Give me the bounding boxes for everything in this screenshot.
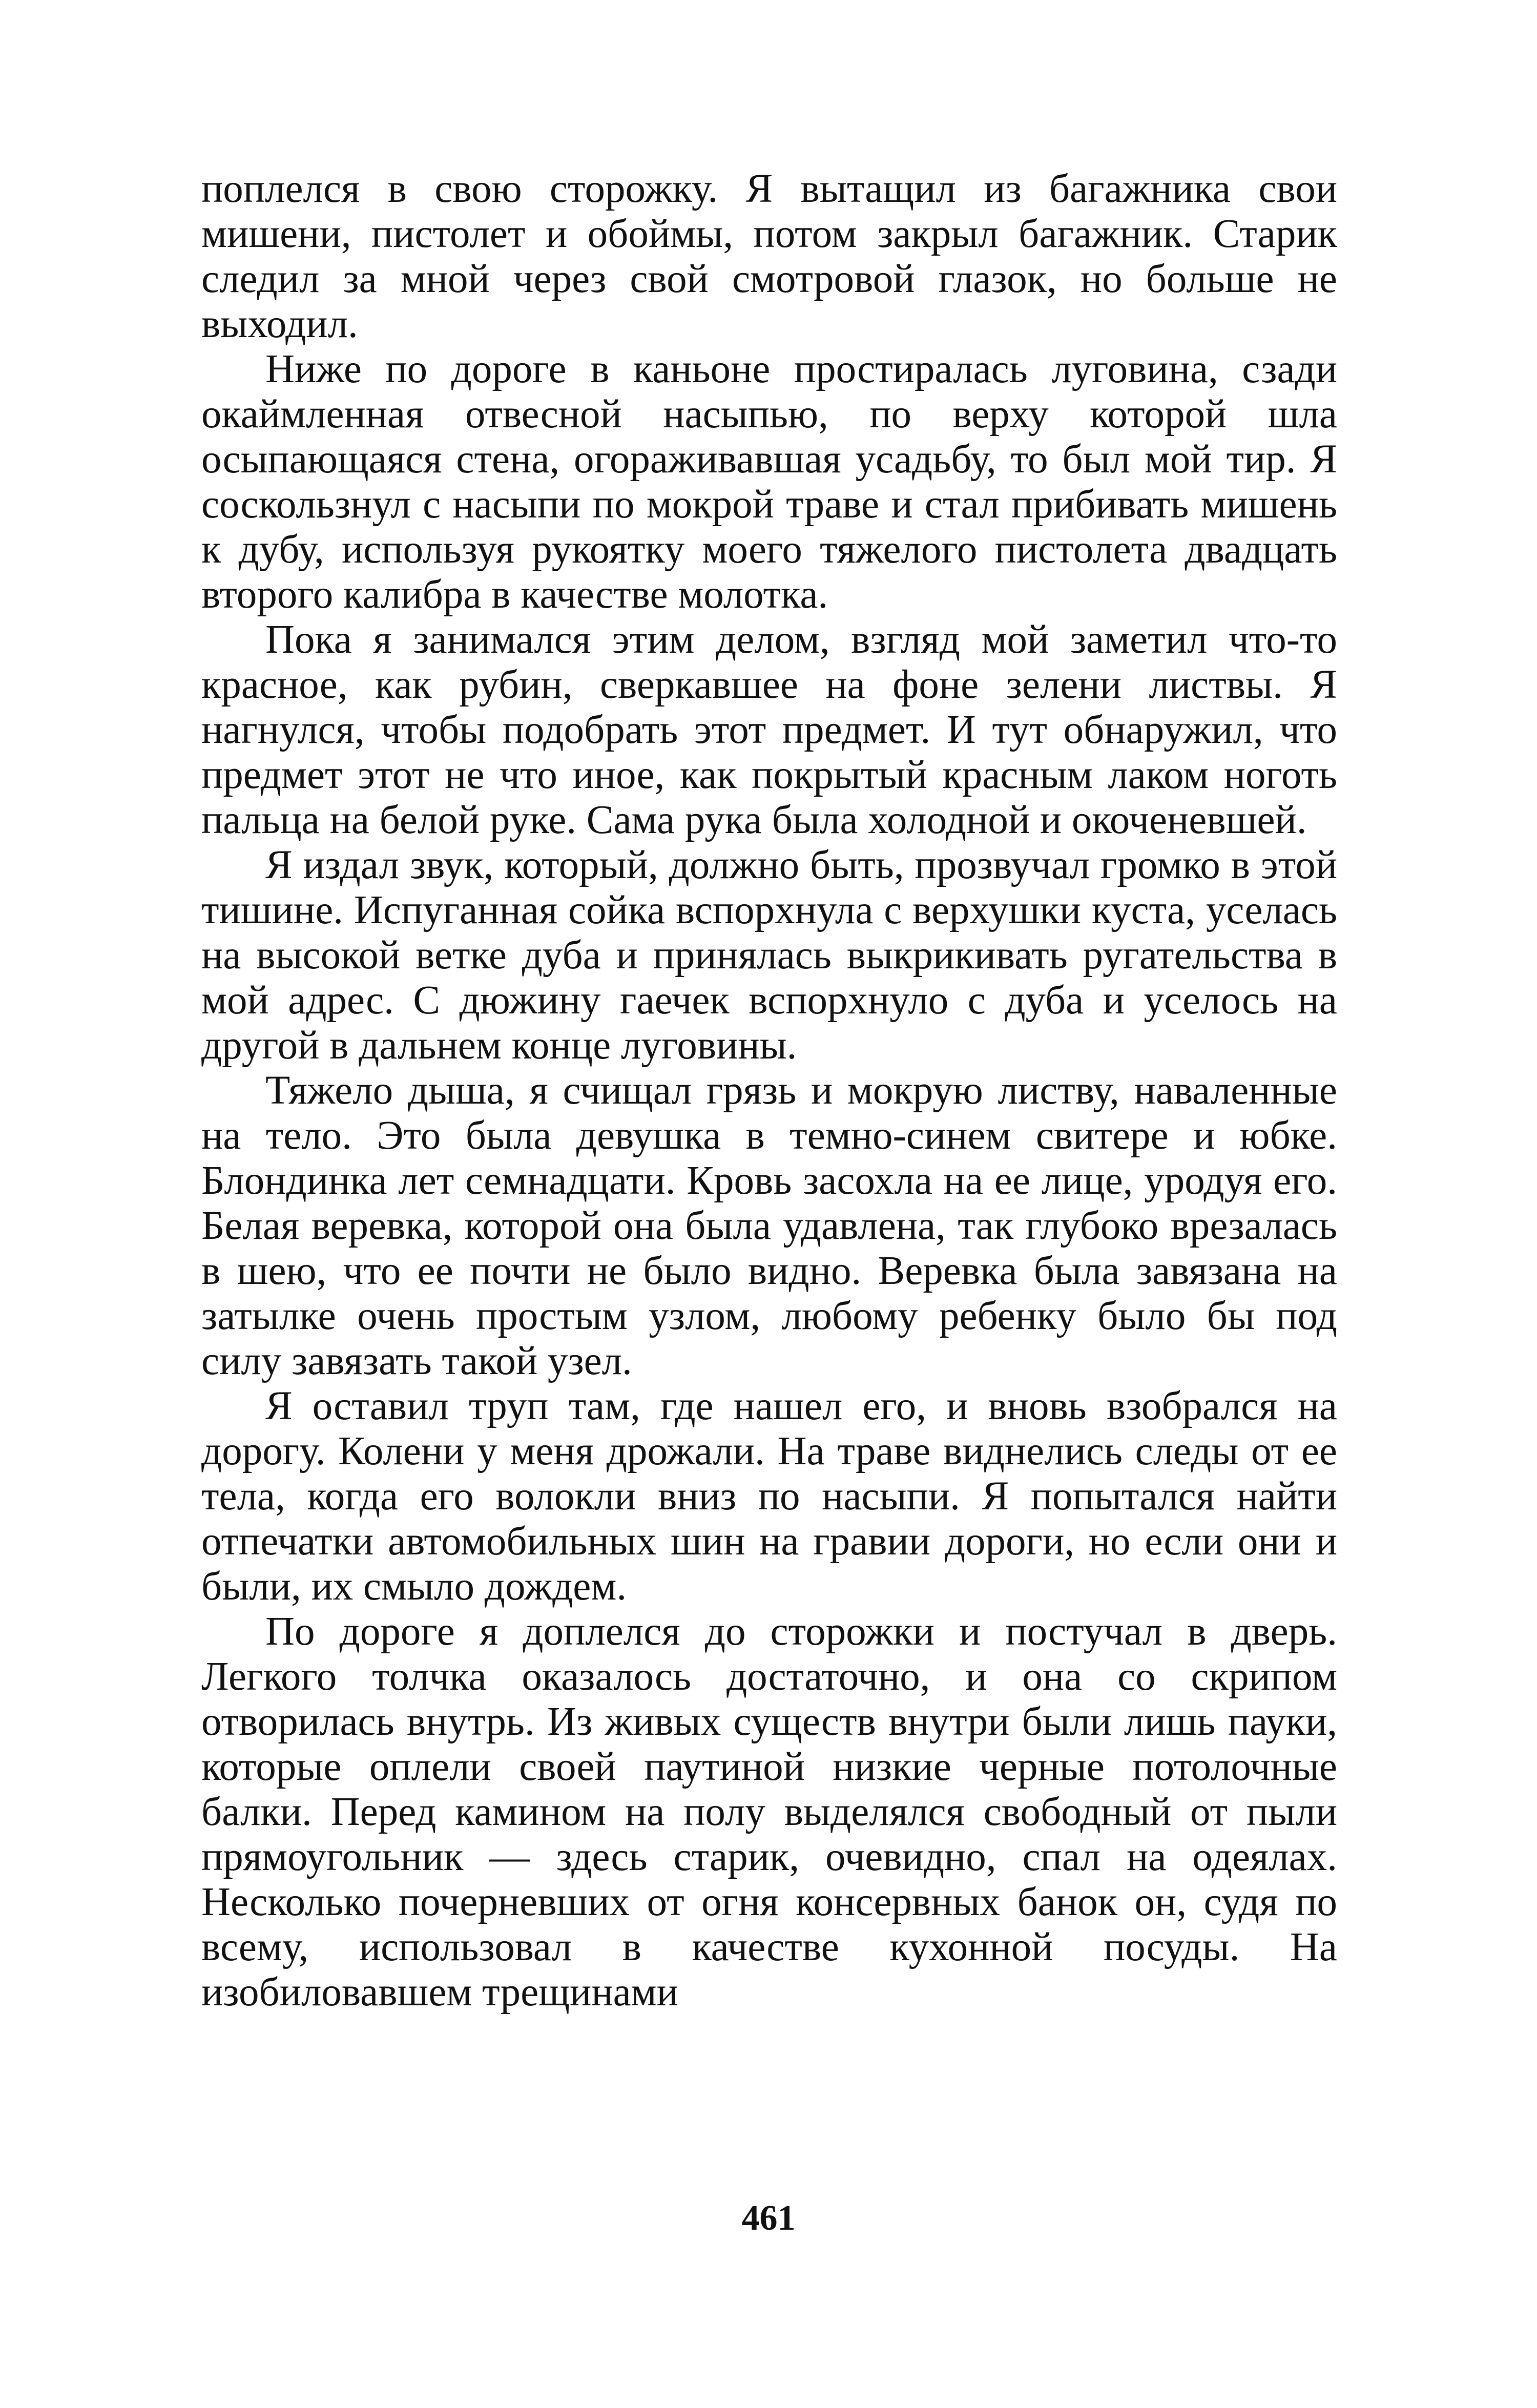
paragraph-2: Ниже по дороге в каньоне простиралась луговина, сзади окаймленная отвесной насыпью, по верху которой шла осыпающаяся стена, огораживавшая усадьбу, то был мой тир. Я соскользнул с насыпи по мокрой траве и стал прибивать мишень к дубу, используя рукоятку моего тяжелого пистолета двадцать второго калибра в качестве молотка. (201, 347, 1337, 617)
page-number: 461 (741, 2198, 796, 2238)
paragraph-3: Пока я занимался этим делом, взгляд мой заметил что-то красное, как рубин, сверкавшее на фоне зелени листвы. Я нагнулся, чтобы подобрать этот предмет. И тут обнаружил, что предмет этот не что иное, как покрытый красным лаком ноготь пальца на белой руке. Сама рука была холодной и окоченевшей. (201, 617, 1337, 842)
body-text (201, 167, 1337, 2015)
paragraph-6: Я оставил труп там, где нашел его, и вновь взобрался на дорогу. Колени у меня дрожали. На траве виднелись следы от ее тела, когда его волокли вниз по насыпи. Я попытался найти отпечатки автомобильных шин на гравии дороги, но если они и были, их смыло дождем. (201, 1384, 1337, 1609)
paragraph-4: Я издал звук, который, должно быть, прозвучал громко в этой тишине. Испуганная сойка вспорхнула с верхушки куста, уселась на высокой ветке дуба и принялась выкрикивать ругательства в мой адрес. С дюжину гаечек вспорхнуло с дуба и уселось на другой в дальнем конце луговины. (201, 843, 1337, 1068)
paragraph-5: Тяжело дыша, я счищал грязь и мокрую листву, наваленные на тело. Это была девушка в темно-синем свитере и юбке. Блондинка лет семнадцати. Кровь засохла на ее лице, уродуя его. Белая веревка, которой она была удавлена, так глубоко врезалась в шею, что ее почти не было видно. Веревка была завязана на затылке очень простым узлом, любому ребенку было бы под силу завязать такой узел. (201, 1068, 1337, 1383)
paragraph-1: поплелся в свою сторожку. Я вытащил из багажника свои мишени, пистолет и обоймы, потом закрыл багажник. Старик следил за мной через свой смотровой глазок, но больше не выходил. (201, 167, 1337, 346)
paragraph-7: По дороге я доплелся до сторожки и постучал в дверь. Легкого толчка оказалось достаточно, и она со скрипом отворилась внутрь. Из живых существ внутри были лишь пауки, которые оплели своей паутиной низкие черные потолочные балки. Перед камином на полу выделялся свободный от пыли прямоугольник — здесь старик, очевидно, спал на одеялах. Несколько почерневших от огня консервных банок он, судя по всему, использовал в качестве кухонной посуды. На изобиловавшем трещинами (201, 1609, 1337, 2015)
